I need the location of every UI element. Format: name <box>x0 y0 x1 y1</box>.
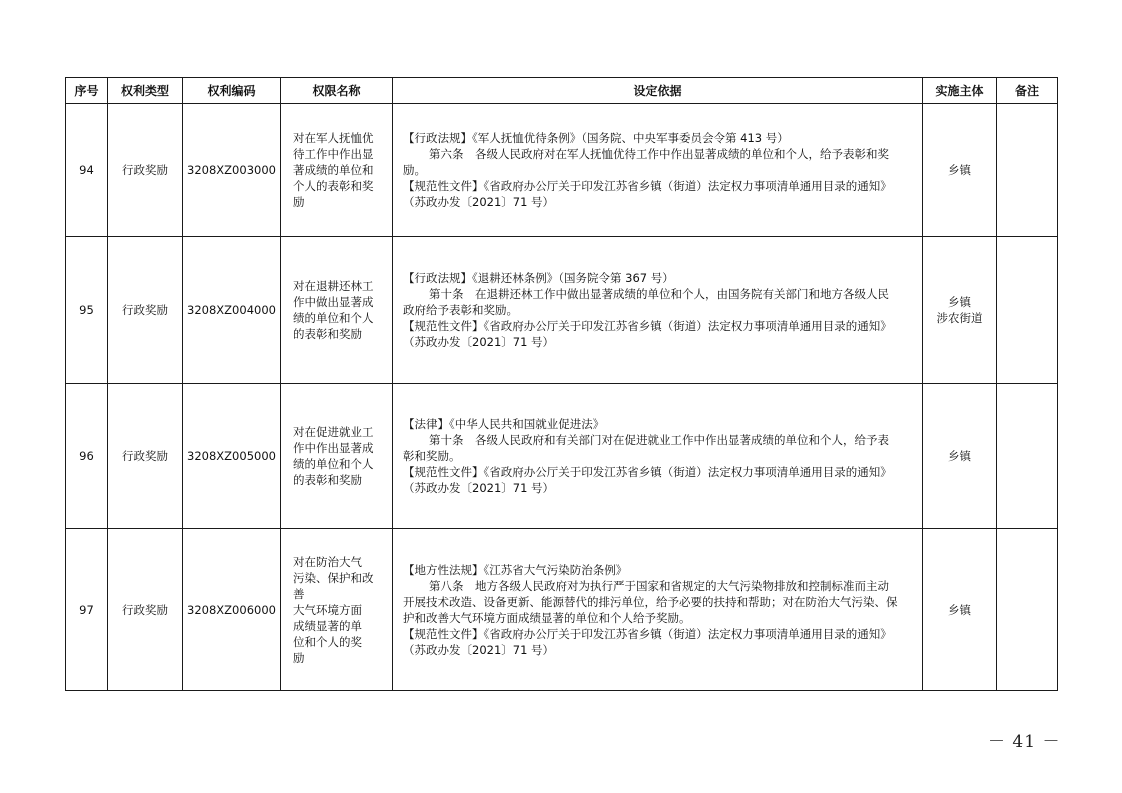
implementing-subject <box>923 384 997 529</box>
legal-basis <box>393 237 923 384</box>
name-line: 励 <box>293 650 305 665</box>
basis-line: （苏政办发〔2021〕71 号） <box>403 335 555 349</box>
name-line: 励 <box>293 195 305 209</box>
basis-line: 【规范性文件】《省政府办公厅关于印发江苏省乡镇（街道）法定权力事项清单通用目录的通知》 <box>403 179 892 193</box>
basis-line: 【行政法规】《军人抚恤优待条例》（国务院、中央军事委员会令第 413 号） <box>403 131 789 145</box>
name-line: 绩的单位和个人 <box>293 457 374 471</box>
name-line: 个人的表彰和奖 <box>293 179 374 193</box>
legal-basis <box>393 529 923 691</box>
right-code: 3208XZ004000 <box>183 237 281 384</box>
right-type: 行政奖励 <box>108 237 183 384</box>
right-name <box>281 104 393 237</box>
name-line: 绩的单位和个人 <box>293 311 374 325</box>
name-line: 成绩显著的单 <box>293 618 362 633</box>
basis-line: 【规范性文件】《省政府办公厅关于印发江苏省乡镇（街道）法定权力事项清单通用目录的通知》 <box>403 465 892 479</box>
name-line: 对在军人抚恤优 <box>293 131 374 145</box>
basis-line: 彰和奖励。 <box>403 449 461 463</box>
name-line: 对在退耕还林工 <box>293 279 374 293</box>
row-number: 97 <box>66 529 108 691</box>
page-number: － 41 － <box>988 732 1061 752</box>
name-line: 对在防治大气 <box>293 554 362 569</box>
name-line: 位和个人的奖 <box>293 634 362 649</box>
remark <box>997 104 1058 237</box>
basis-line: 【规范性文件】《省政府办公厅关于印发江苏省乡镇（街道）法定权力事项清单通用目录的通知》 <box>403 319 892 333</box>
name-line: 待工作中作出显 <box>293 147 374 161</box>
legal-basis <box>393 384 923 529</box>
right-code: 3208XZ005000 <box>183 384 281 529</box>
header-cell: 实施主体 <box>923 78 997 104</box>
table-row <box>66 384 1058 529</box>
row-number: 94 <box>66 104 108 237</box>
header-cell: 权利类型 <box>108 78 183 104</box>
right-type: 行政奖励 <box>108 104 183 237</box>
basis-line: 第六条 各级人民政府对在军人抚恤优待工作中作出显著成绩的单位和个人，给予表彰和奖 <box>429 147 889 161</box>
right-name <box>281 237 393 384</box>
name-line: 对在促进就业工 <box>293 425 374 439</box>
subject-line: 乡镇 <box>948 449 971 463</box>
table-header-row <box>66 78 1058 104</box>
name-line: 大气环境方面 <box>293 602 362 617</box>
basis-line: 励。 <box>403 163 426 177</box>
remark <box>997 384 1058 529</box>
name-line: 著成绩的单位和 <box>293 163 374 177</box>
row-number: 96 <box>66 384 108 529</box>
table-row <box>66 529 1058 691</box>
basis-line: 第十条 在退耕还林工作中做出显著成绩的单位和个人，由国务院有关部门和地方各级人民 <box>429 287 889 301</box>
basis-line: （苏政办发〔2021〕71 号） <box>403 195 555 209</box>
basis-line: 【规范性文件】《省政府办公厅关于印发江苏省乡镇（街道）法定权力事项清单通用目录的通知》 <box>403 626 892 641</box>
basis-line: （苏政办发〔2021〕71 号） <box>403 642 555 657</box>
right-type: 行政奖励 <box>108 384 183 529</box>
subject-line: 乡镇 <box>948 163 971 177</box>
name-line: 的表彰和奖励 <box>293 327 362 341</box>
right-name <box>281 384 393 529</box>
basis-line: 【地方性法规】《江苏省大气污染防治条例》 <box>403 562 628 577</box>
basis-line: 开展技术改造、设备更新、能源替代的排污单位，给予必要的扶持和帮助；对在防治大气污染、保 <box>403 594 898 609</box>
name-line: 作中做出显著成 <box>293 295 374 309</box>
implementing-subject <box>923 104 997 237</box>
right-name <box>281 529 393 691</box>
basis-line: 第十条 各级人民政府和有关部门对在促进就业工作中作出显著成绩的单位和个人，给予表 <box>429 433 889 447</box>
table-row <box>66 237 1058 384</box>
remark <box>997 237 1058 384</box>
header-cell: 权利编码 <box>183 78 281 104</box>
table-row <box>66 104 1058 237</box>
remark <box>997 529 1058 691</box>
header-cell: 权限名称 <box>281 78 393 104</box>
right-code: 3208XZ003000 <box>183 104 281 237</box>
header-cell: 设定依据 <box>393 78 923 104</box>
implementing-subject <box>923 529 997 691</box>
subject-line: 乡镇 <box>948 295 971 309</box>
header-cell: 备注 <box>997 78 1058 104</box>
basis-line: 【法律】《中华人民共和国就业促进法》 <box>403 417 605 431</box>
basis-line: 护和改善大气环境方面成绩显著的单位和个人给予奖励。 <box>403 610 691 625</box>
implementing-subject <box>923 237 997 384</box>
rights-table <box>65 77 1058 691</box>
basis-line: 政府给予表彰和奖励。 <box>403 303 518 317</box>
basis-line: （苏政办发〔2021〕71 号） <box>403 481 555 495</box>
subject-line: 涉农街道 <box>936 311 983 325</box>
right-code: 3208XZ006000 <box>183 529 281 691</box>
name-line: 污染、保护和改善 <box>293 570 374 601</box>
basis-line: 【行政法规】《退耕还林条例》（国务院令第 367 号） <box>403 271 674 285</box>
name-line: 的表彰和奖励 <box>293 473 362 487</box>
basis-line: 第八条 地方各级人民政府对为执行严于国家和省规定的大气污染物排放和控制标准而主动 <box>429 578 889 593</box>
right-type: 行政奖励 <box>108 529 183 691</box>
legal-basis <box>393 104 923 237</box>
name-line: 作中作出显著成 <box>293 441 374 455</box>
header-cell: 序号 <box>66 78 108 104</box>
subject-line: 乡镇 <box>948 602 971 617</box>
row-number: 95 <box>66 237 108 384</box>
